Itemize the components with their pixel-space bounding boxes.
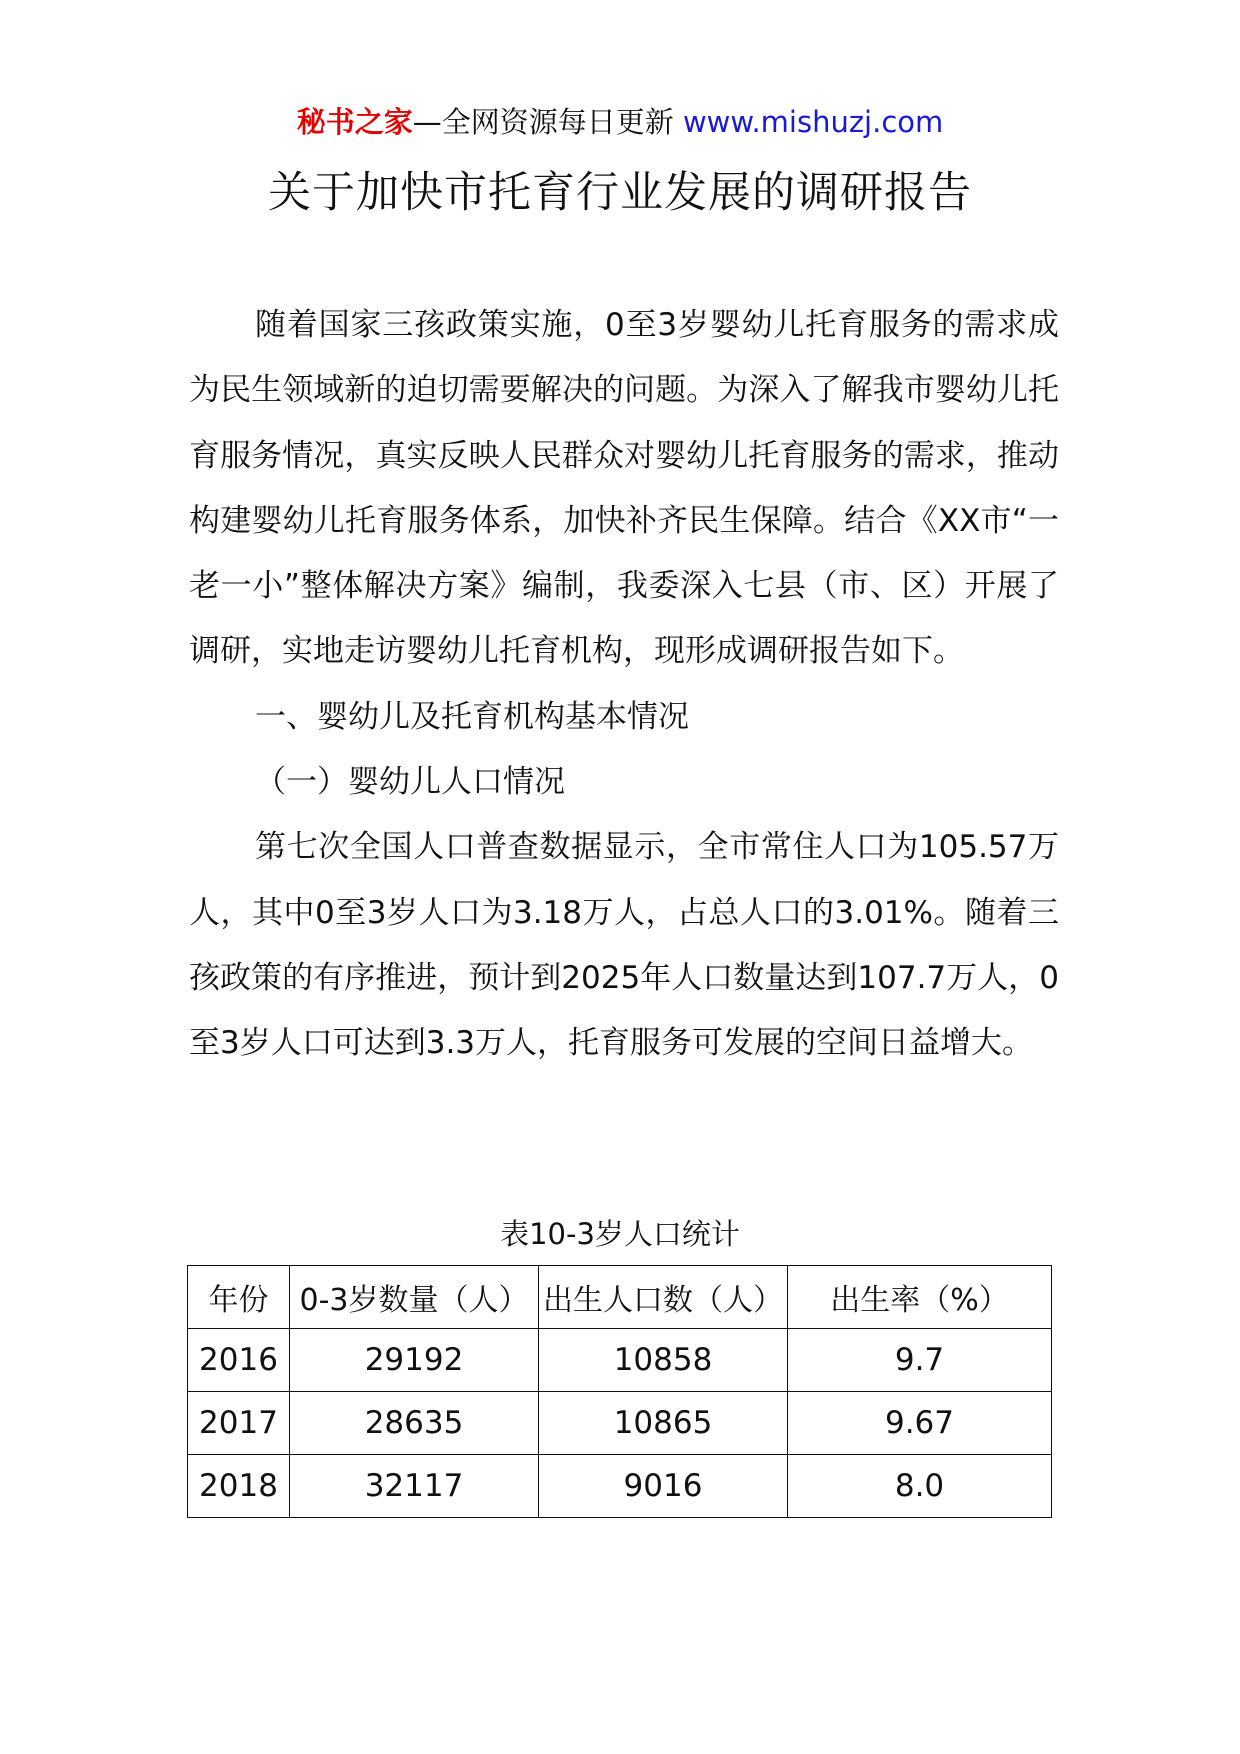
intro-paragraph: 随着国家三孩政策实施，0至3岁婴幼儿托育服务的需求成为民生领域新的迫切需要解决的问题。为深入了解我市婴幼儿托育服务情况，真实反映人民群众对婴幼儿托育服务的需求，推动构建婴幼儿托育服务体系，加快补齐民生保障。结合《XX市“一老一小”整体解决方案》编制，我委深入七县（市、区）开展了调研，实地走访婴幼儿托育机构，现形成调研报告如下。 [189, 307, 1059, 670]
cell-year: 2016 [188, 1329, 290, 1392]
cell-birth-rate: 8.0 [788, 1455, 1052, 1518]
document-title: 关于加快市托育行业发展的调研报告 [268, 168, 972, 218]
header-cell-age-count: 0-3岁数量（人） [290, 1266, 539, 1329]
section-heading: 一、婴幼儿及托育机构基本情况 [255, 698, 689, 735]
cell-age-count: 28635 [290, 1392, 539, 1455]
header-cell-year: 年份 [188, 1266, 290, 1329]
cell-births: 9016 [539, 1455, 788, 1518]
website-link[interactable]: www.mishuzj.com [682, 105, 944, 139]
header-cell-births: 出生人口数（人） [539, 1266, 788, 1329]
cell-birth-rate: 9.67 [788, 1392, 1052, 1455]
site-banner [0, 102, 1240, 142]
cell-births: 10865 [539, 1392, 788, 1455]
cell-age-count: 29192 [290, 1329, 539, 1392]
brand-name: 秘书之家 [296, 105, 413, 139]
table-caption: 表10-3岁人口统计 [500, 1217, 740, 1251]
banner-slogan: —全网资源每日更新 [412, 105, 674, 139]
cell-age-count: 32117 [290, 1455, 539, 1518]
cell-year: 2017 [188, 1392, 290, 1455]
cell-birth-rate: 9.7 [788, 1329, 1052, 1392]
table-row [188, 1329, 1052, 1392]
document-body [189, 293, 1059, 1077]
table-row [188, 1392, 1052, 1455]
population-table [187, 1265, 1052, 1518]
table-row [188, 1455, 1052, 1518]
cell-year: 2018 [188, 1455, 290, 1518]
population-paragraph: 第七次全国人口普查数据显示，全市常住人口为105.57万人，其中0至3岁人口为3.18万人，占总人口的3.01%。随着三孩政策的有序推进，预计到2025年人口数量达到107.7万人，0至3岁人口可达到3.3万人，托育服务可发展的空间日益增大。 [189, 829, 1059, 1062]
table-header-row [188, 1266, 1052, 1329]
header-cell-birth-rate: 出生率（%） [788, 1266, 1052, 1329]
subsection-heading: （一）婴幼儿人口情况 [255, 764, 565, 801]
cell-births: 10858 [539, 1329, 788, 1392]
